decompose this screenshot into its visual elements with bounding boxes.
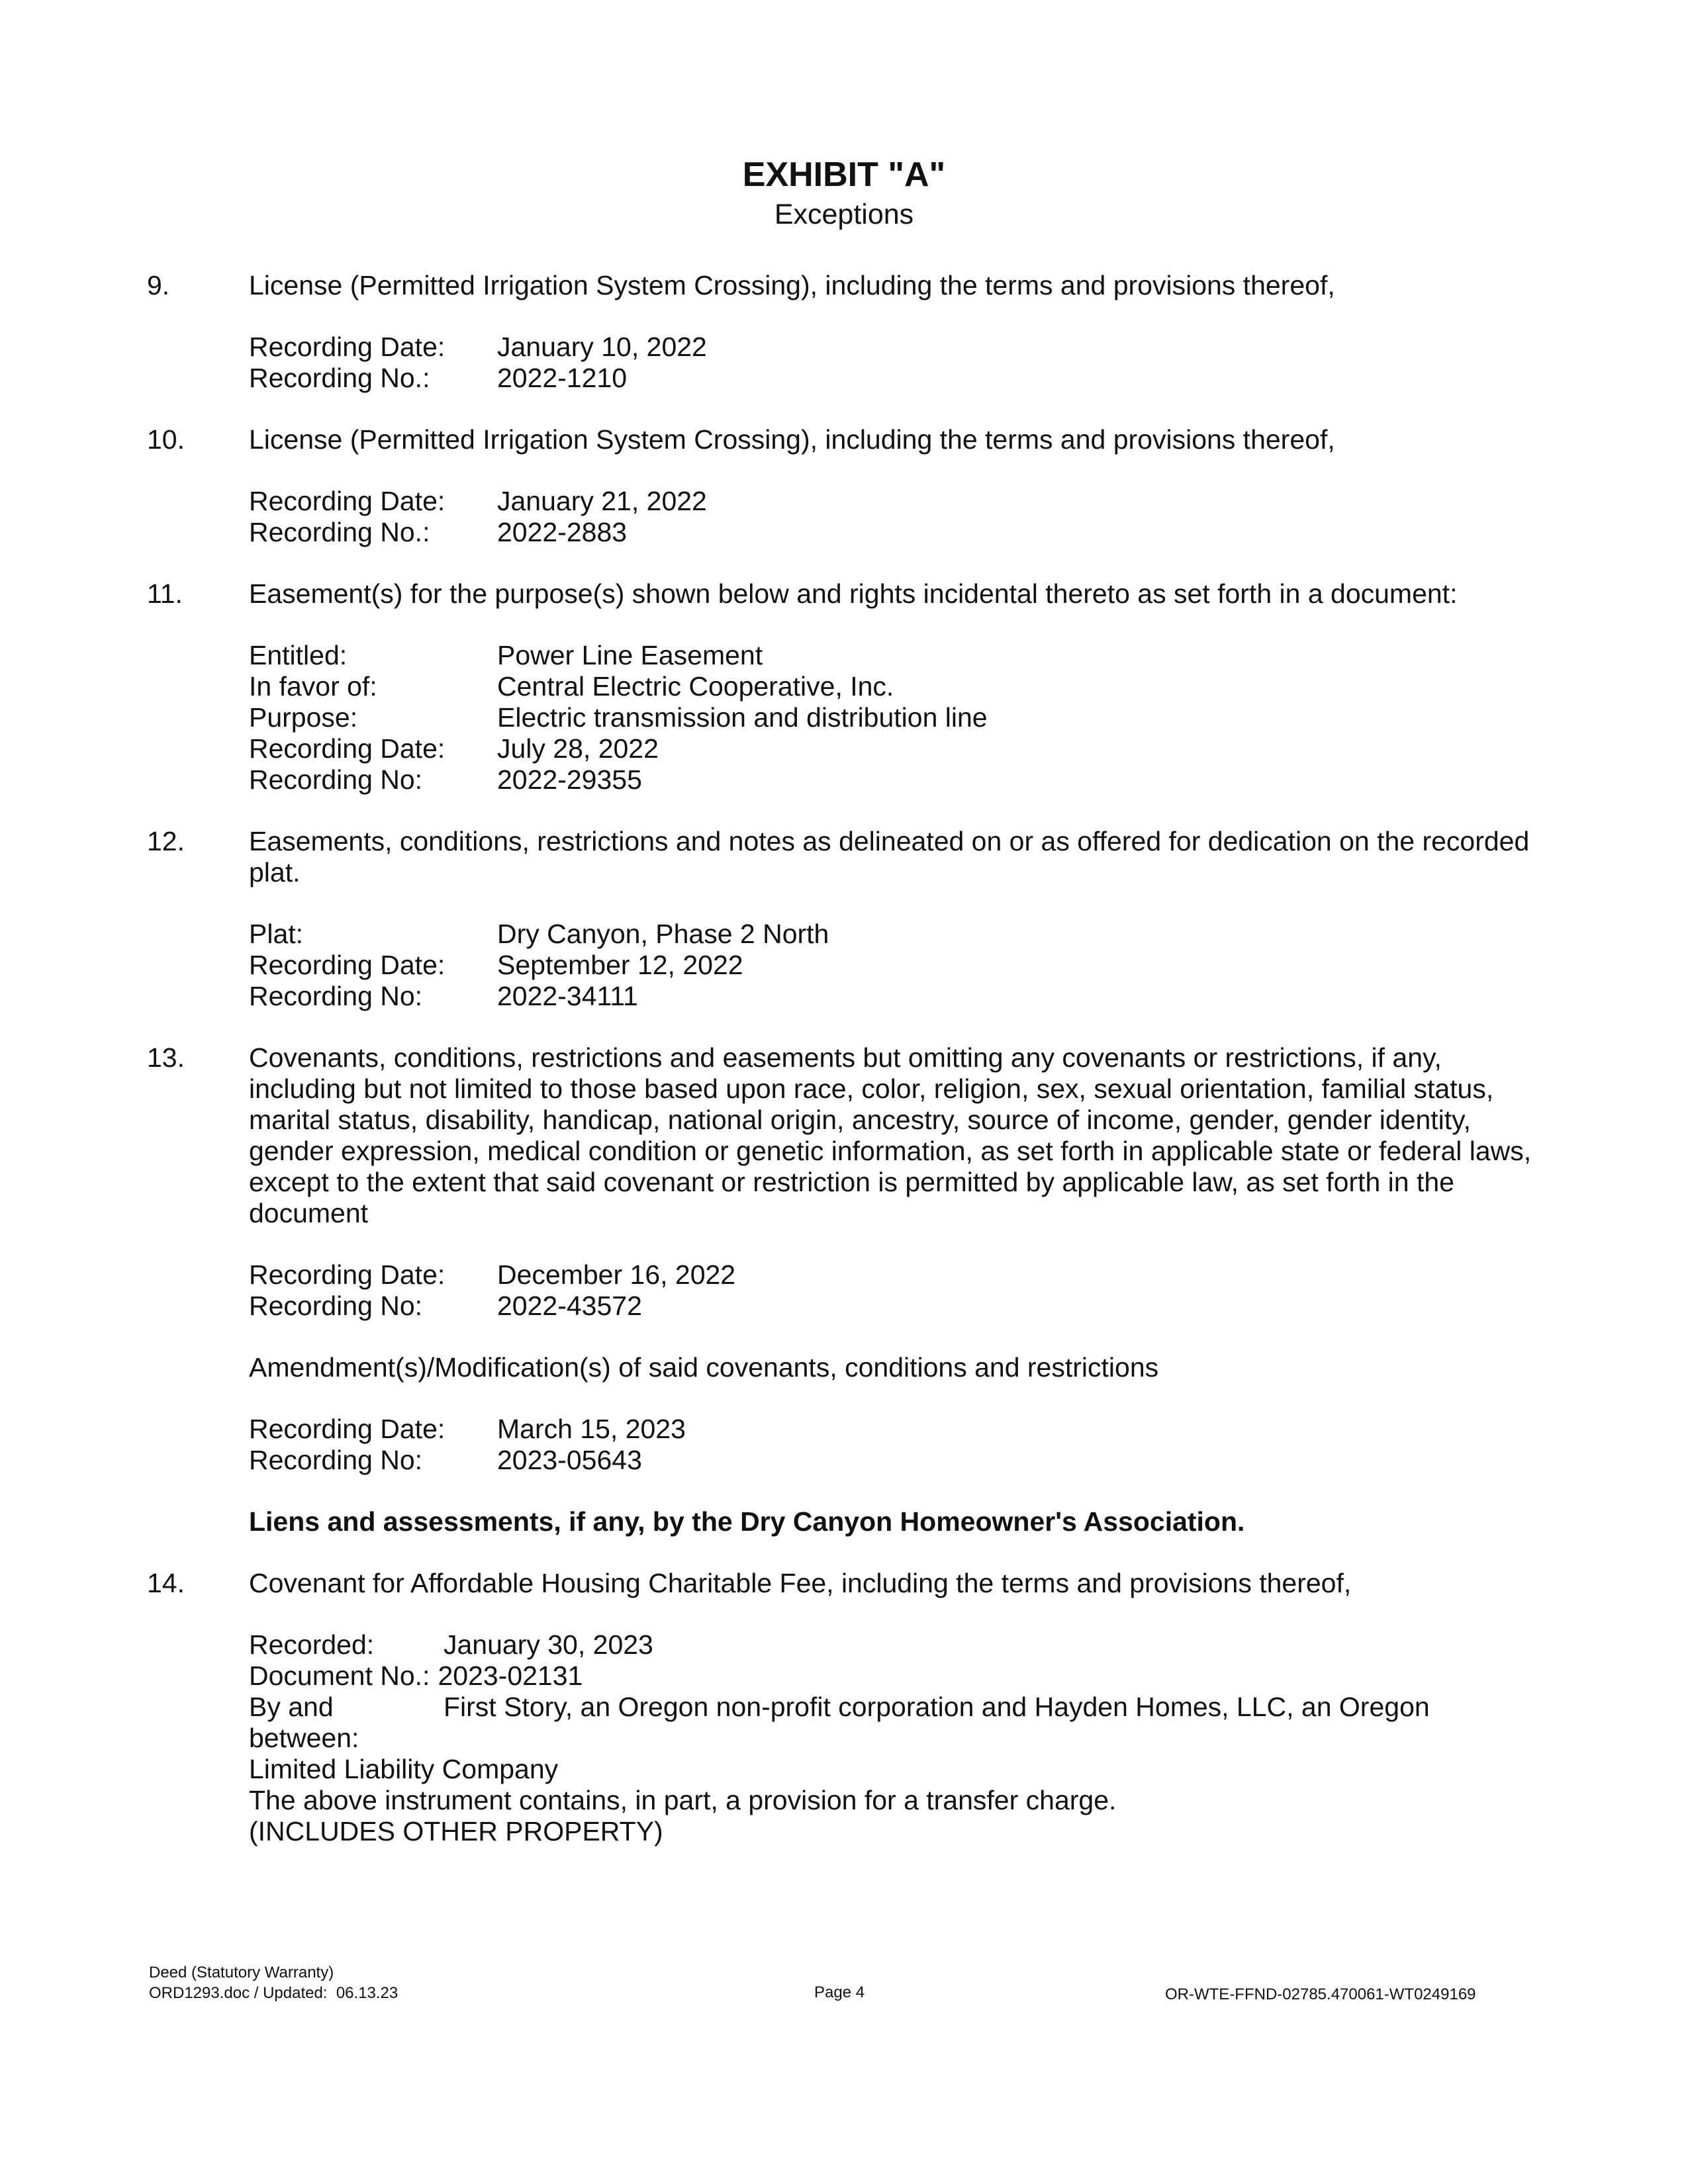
detail-label: In favor of:	[249, 671, 377, 702]
detail-label: By and between:	[249, 1692, 359, 1753]
exception-item-13	[147, 1042, 1544, 1537]
item-details	[249, 486, 1544, 548]
amendment-details	[249, 1414, 1544, 1476]
exception-item-11	[147, 578, 1544, 796]
detail-row	[249, 640, 1544, 671]
footer-doc-version: ORD1293.doc / Updated: 06.13.23	[149, 1984, 399, 2002]
detail-label: Recording Date:	[249, 733, 445, 764]
item-text: License (Permitted Irrigation System Crossing), including the terms and provisions thereof,	[249, 270, 1335, 300]
exception-item-10	[147, 424, 1544, 548]
transfer-note: The above instrument contains, in part, a provision for a transfer charge.	[249, 1785, 1117, 1815]
other-property-note: (INCLUDES OTHER PROPERTY)	[249, 1816, 663, 1846]
detail-row	[249, 950, 1544, 981]
exceptions-list	[147, 270, 1544, 1878]
detail-row	[249, 1445, 1544, 1476]
item-details	[249, 919, 1544, 1012]
page-title: EXHIBIT "A"	[742, 156, 946, 194]
detail-value: 2022-43572	[497, 1291, 642, 1321]
item-content	[249, 826, 1544, 1012]
detail-value: December 16, 2022	[497, 1259, 736, 1290]
item-content	[249, 578, 1544, 796]
detail-row	[249, 363, 1544, 394]
detail-value: July 28, 2022	[497, 733, 659, 764]
detail-label: Recording Date:	[249, 950, 445, 980]
detail-value: Electric transmission and distribution line	[497, 702, 988, 733]
detail-row	[249, 1259, 1544, 1291]
item-text: Covenants, conditions, restrictions and easements but omitting any covenants or restrictions, if any, including but not limited to those based upon race, color, religion, sex, sexual orientation, familial status, marital status, disability, handicap, national origin, ancestry, source of income, gender, gender identity, gender expression, medical condition or genetic information, as set forth in applicable state or federal laws, except to the extent that said covenant or restriction is permitted by applicable law, as set forth in the document	[249, 1042, 1532, 1228]
item-text: Easements, conditions, restrictions and notes as delineated on or as offered for dedication on the recorded plat.	[249, 826, 1530, 887]
detail-label: Recording Date:	[249, 332, 445, 362]
detail-value: 2023-02131	[438, 1661, 583, 1691]
page-number: Page 4	[814, 1983, 865, 2001]
item-details	[249, 332, 1544, 394]
detail-label: Recording No.:	[249, 517, 430, 547]
detail-label: Recording No.:	[249, 363, 430, 393]
detail-value: Power Line Easement	[497, 640, 763, 670]
detail-label: Plat:	[249, 919, 304, 949]
detail-value: 2022-2883	[497, 517, 628, 547]
detail-label: Recording Date:	[249, 486, 445, 516]
exception-item-14	[147, 1568, 1544, 1847]
footer-doc-type: Deed (Statutory Warranty)	[149, 1964, 334, 1981]
detail-value: Dry Canyon, Phase 2 North	[497, 919, 829, 949]
detail-row	[249, 733, 1544, 764]
detail-value: 2022-29355	[497, 764, 642, 795]
detail-row	[249, 764, 1544, 796]
item-text: Easement(s) for the purpose(s) shown below and rights incidental thereto as set forth in a document:	[249, 578, 1458, 609]
detail-row	[249, 671, 1544, 702]
detail-value: Central Electric Cooperative, Inc.	[497, 671, 894, 702]
detail-label: Recording Date:	[249, 1259, 445, 1290]
exception-item-9	[147, 270, 1544, 394]
amendment-text: Amendment(s)/Modification(s) of said covenants, conditions and restrictions	[249, 1352, 1159, 1383]
item-content	[249, 1568, 1544, 1847]
detail-row	[249, 919, 1544, 950]
detail-value: 2022-1210	[497, 363, 628, 393]
detail-value: January 21, 2022	[497, 486, 707, 516]
detail-value: 2022-34111	[497, 981, 638, 1011]
detail-row	[249, 1661, 1544, 1692]
page-subtitle: Exceptions	[774, 199, 914, 230]
exhibit-header	[0, 154, 1688, 233]
detail-row	[249, 1414, 1544, 1445]
item-content	[249, 424, 1544, 548]
detail-label: Document No.:	[249, 1661, 430, 1691]
footer-order-number: OR-WTE-FFND-02785.470061-WT0249169	[1165, 1985, 1476, 2003]
item-number: 9.	[147, 270, 170, 300]
detail-continued: Limited Liability Company	[249, 1754, 559, 1784]
detail-row	[249, 486, 1544, 517]
item-details	[249, 1259, 1544, 1322]
detail-value: 2023-05643	[497, 1445, 642, 1475]
item-number: 10.	[147, 424, 185, 455]
detail-value: January 10, 2022	[497, 332, 707, 362]
item-number: 11.	[147, 578, 183, 609]
detail-label: Recording No:	[249, 764, 423, 795]
detail-label: Recording No:	[249, 1445, 423, 1475]
detail-label: Entitled:	[249, 640, 348, 670]
detail-value: January 30, 2023	[444, 1629, 653, 1660]
detail-label: Recording Date:	[249, 1414, 445, 1444]
item-details	[249, 640, 1544, 796]
item-content	[249, 1042, 1544, 1537]
item-text: License (Permitted Irrigation System Crossing), including the terms and provisions thereof,	[249, 424, 1335, 455]
detail-row	[249, 981, 1544, 1012]
detail-row	[249, 1291, 1544, 1322]
item-text: Covenant for Affordable Housing Charitable Fee, including the terms and provisions thereof,	[249, 1568, 1352, 1598]
detail-row	[249, 1692, 1544, 1754]
detail-label: Recording No:	[249, 981, 423, 1011]
detail-row	[249, 1629, 1544, 1661]
detail-label: Recorded:	[249, 1629, 375, 1660]
item-number: 13.	[147, 1042, 185, 1073]
item-details	[249, 1629, 1544, 1847]
detail-value: March 15, 2023	[497, 1414, 686, 1444]
exception-item-12	[147, 826, 1544, 1012]
detail-row	[249, 702, 1544, 733]
detail-label: Purpose:	[249, 702, 358, 733]
item-content	[249, 270, 1544, 394]
item-number: 14.	[147, 1568, 185, 1598]
liens-notice: Liens and assessments, if any, by the Dry Canyon Homeowner's Association.	[249, 1506, 1245, 1537]
footer-doc-info	[149, 1962, 398, 2003]
detail-value: September 12, 2022	[497, 950, 743, 980]
detail-row	[249, 517, 1544, 548]
detail-value: First Story, an Oregon non-profit corporation and Hayden Homes, LLC, an Oregon	[444, 1692, 1430, 1722]
detail-label: Recording No:	[249, 1291, 423, 1321]
item-number: 12.	[147, 826, 185, 856]
detail-row	[249, 332, 1544, 363]
